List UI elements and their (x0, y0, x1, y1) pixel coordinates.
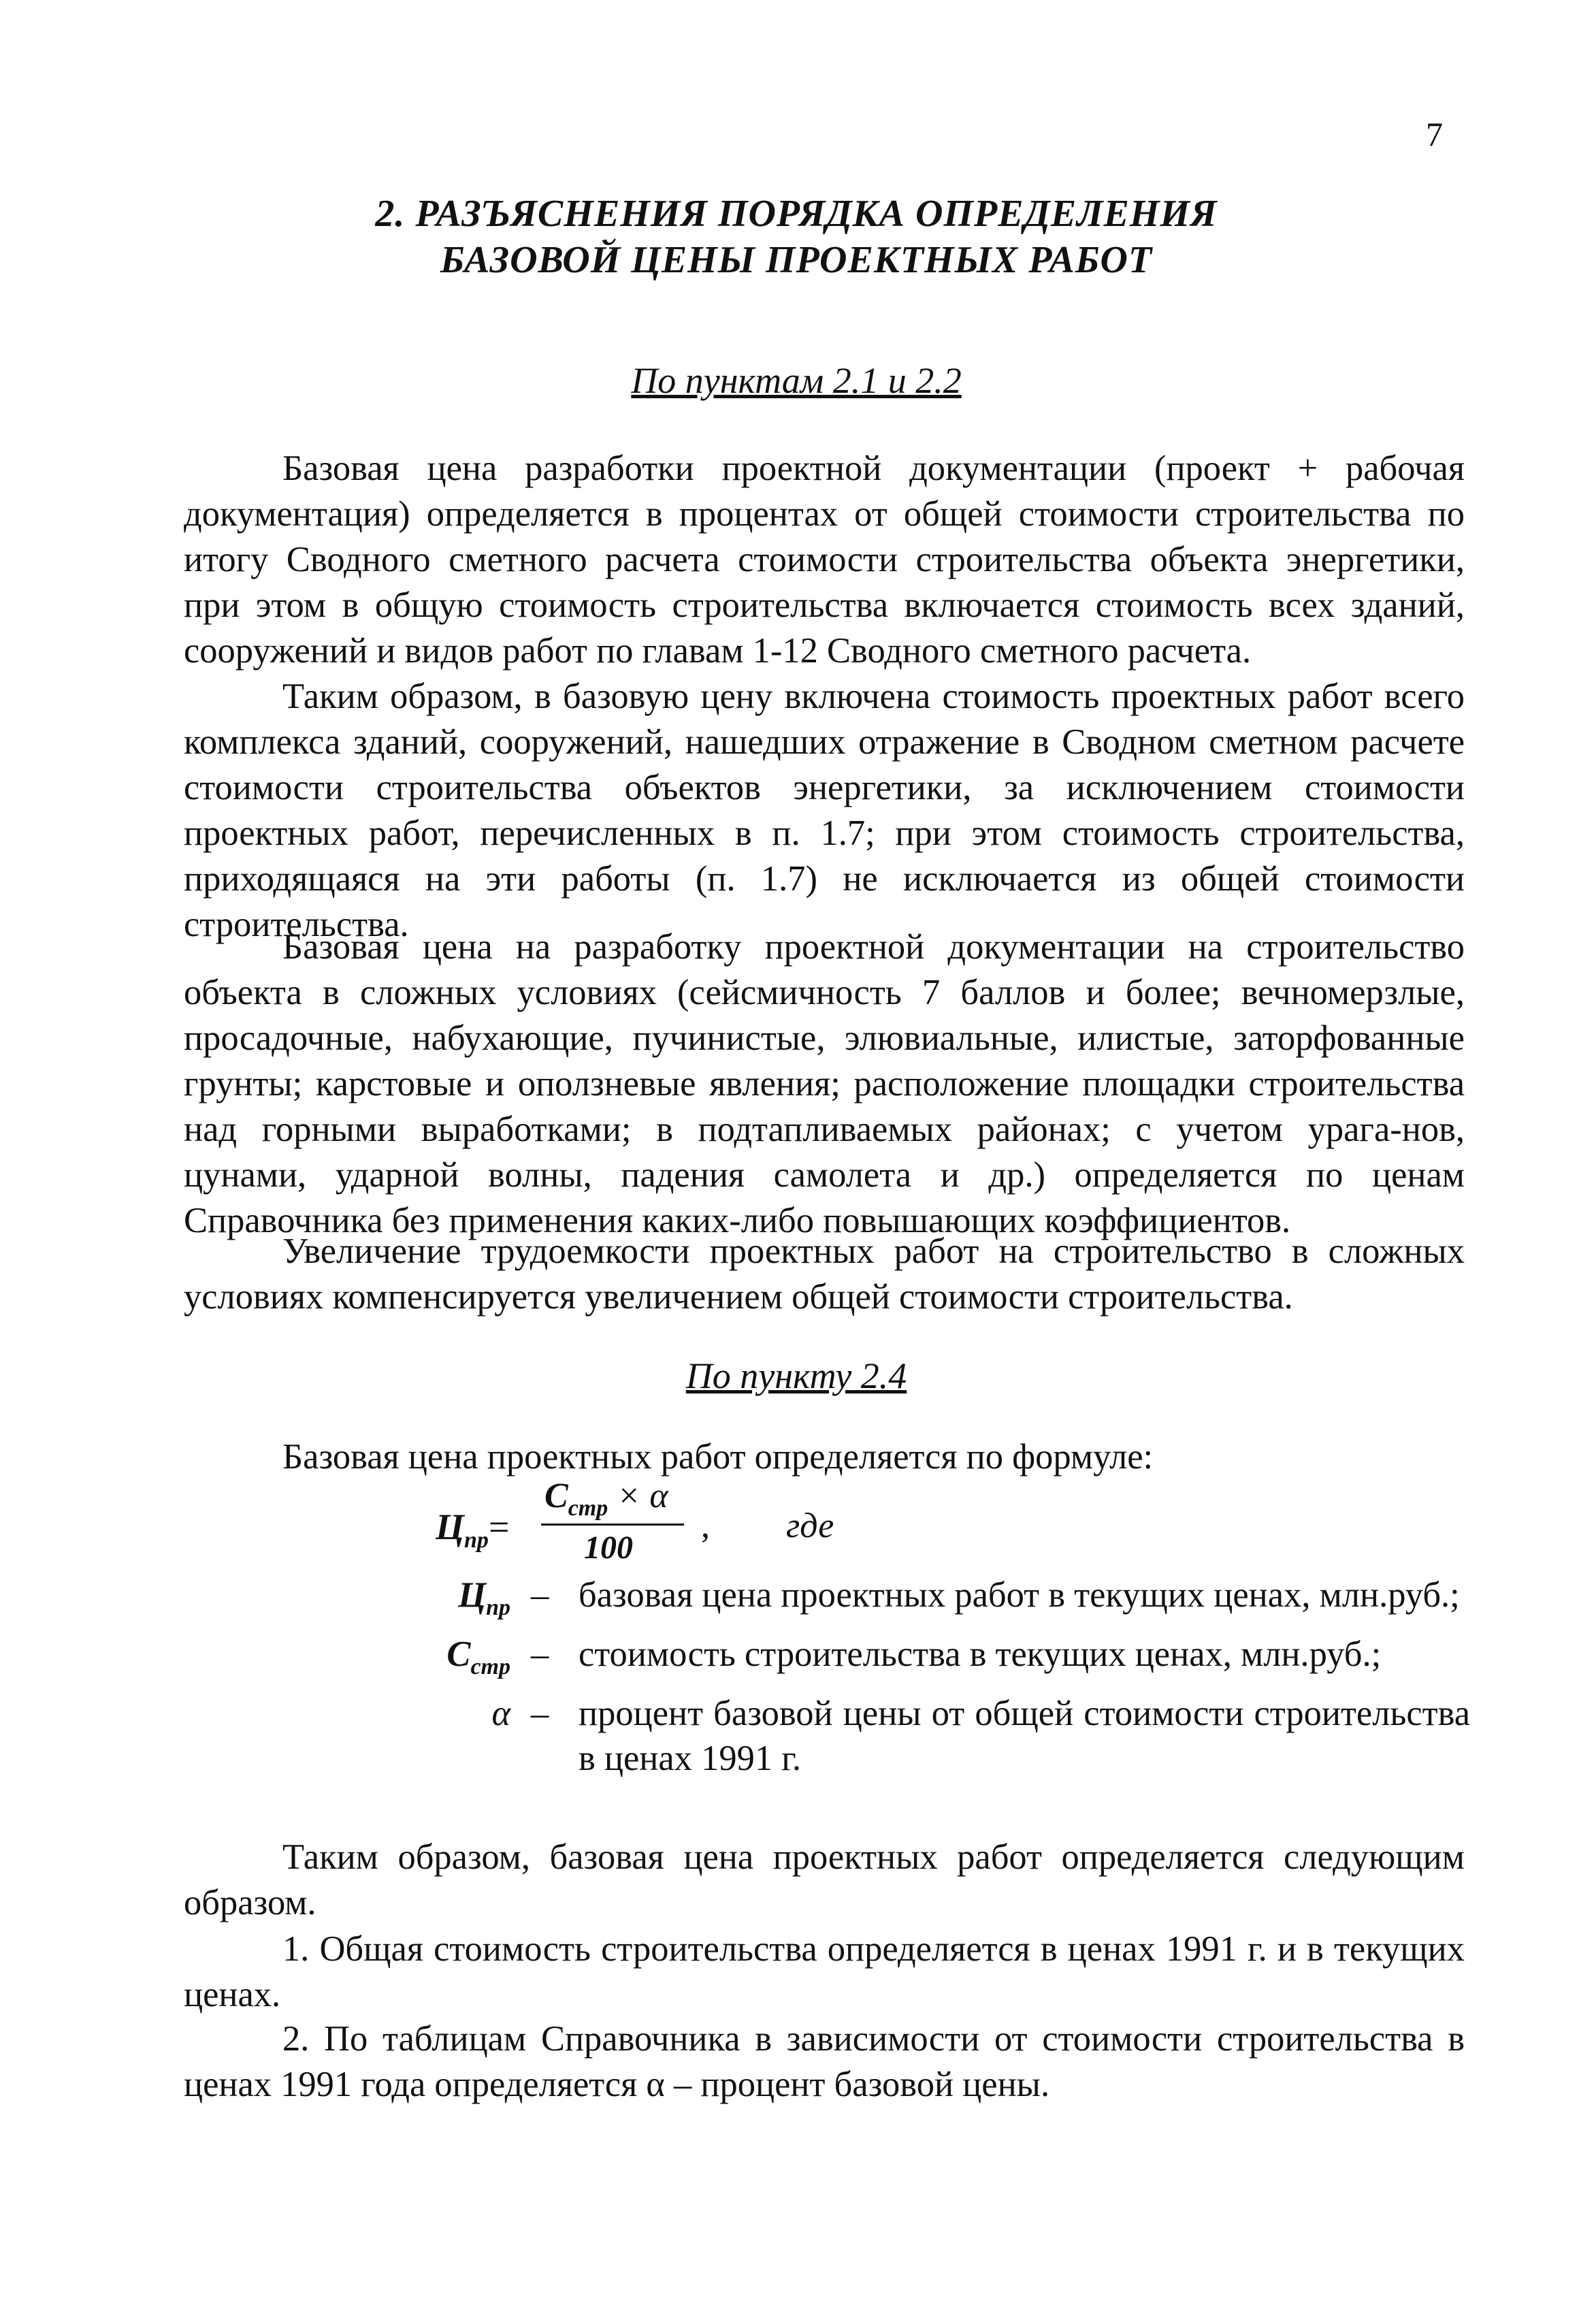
fraction-bar (541, 1524, 684, 1526)
heading-line-1: 2. РАЗЪЯСНЕНИЯ ПОРЯДКА ОПРЕДЕЛЕНИЯ (375, 193, 1218, 235)
paragraph-text: Увеличение трудоемкости проектных работ на строительство в сложных условиях компенсируется увеличением общей стоимости строительства. (184, 1231, 1465, 1317)
definition-dash: – (531, 1634, 549, 1674)
paragraph-text: Базовая цена на разработку проектной документации на строительство объекта в сложных условиях (сейсмичность 7 баллов и более; вечномерзлые, просадочные, набухающие, пучинистые, элювиальные, илистые, заторфованные грунты; карстовые и оползневые явления; расположение площадки строительства над горными выработками; в подтапливаемых районах; с учетом урага-нов, цунами, ударной волны, падения самолета и др.) определяется по ценам Справочника без применения каких-либо повышающих коэффициентов. (184, 927, 1465, 1240)
page-heading (170, 191, 1422, 283)
definition-dash: – (531, 1575, 549, 1615)
paragraph (184, 674, 1465, 948)
paragraph (184, 924, 1465, 1244)
section-1-title: По пунктам 2.1 и 2.2 (631, 360, 962, 401)
definition-symbol: $Ц_{пр}$ (458, 1575, 510, 1620)
page-number: 7 (1426, 115, 1443, 153)
paragraph-text: Таким образом, в базовую цену включена стоимость проектных работ всего комплекса зданий, сооружений, нашедших отражение в Сводном сметном расчете стоимости строительства объектов энергетики, за исключением стоимости проектных работ, перечисленных в п. 1.7; при этом стоимость строительства, приходящаяся на эти работы (п. 1.7) не исключается из общей стоимости строительства. (184, 677, 1465, 944)
definition-row (381, 1573, 1470, 1630)
formula-lhs: $Ц_{пр}=$ (436, 1507, 510, 1553)
definition-row (381, 1691, 1470, 1781)
formula-denominator: 100 (584, 1530, 633, 1566)
paragraph-text: Базовая цена разработки проектной документации (проект + рабочая документация) определяется в процентах от общей стоимости строительства по итогу Сводного сметного расчета стоимости строительства объекта энергетики, при этом в общую стоимость строительства включается стоимость всех зданий, сооружений и видов работ по главам 1-12 Сводного сметного расчета. (184, 449, 1465, 671)
definition-text: процент базовой цены от общей стоимости строительства в ценах 1991 г. (579, 1694, 1470, 1778)
definition-symbol: $С_{стр}$ (446, 1634, 510, 1679)
formula-comma: , (701, 1507, 710, 1545)
formula-where: где (786, 1507, 834, 1545)
paragraph (184, 2016, 1465, 2108)
paragraph (184, 1927, 1465, 2018)
definition-text: стоимость строительства в текущих ценах, млн.руб.; (579, 1634, 1382, 1674)
paragraph-text: 1. Общая стоимость строительства определяется в ценах 1991 г. и в текущих ценах. (184, 1929, 1465, 2014)
formula-intro: Базовая цена проектных работ определяется по формуле: (282, 1437, 1154, 1477)
paragraph-text: 2. По таблицам Справочника в зависимости от стоимости строительства в ценах 1991 года определяется α – процент базовой цены. (184, 2019, 1465, 2104)
definition-text: базовая цена проектных работ в текущих ценах, млн.руб.; (579, 1575, 1460, 1615)
definitions-list (381, 1573, 1470, 1782)
definition-symbol: α (491, 1694, 510, 1733)
paragraph (184, 446, 1465, 674)
section-2-title: По пункту 2.4 (685, 1355, 907, 1396)
paragraph-text: Таким образом, базовая цена проектных работ определяется следующим образом. (184, 1837, 1465, 1922)
heading-line-2: БАЗОВОЙ ЦЕНЫ ПРОЕКТНЫХ РАБОТ (440, 239, 1153, 281)
formula-numerator: $С_{стр} \times \alpha$ (544, 1477, 668, 1521)
definition-row (381, 1632, 1470, 1690)
paragraph (184, 1835, 1465, 1926)
definition-dash: – (531, 1694, 549, 1733)
paragraph (184, 1229, 1465, 1320)
